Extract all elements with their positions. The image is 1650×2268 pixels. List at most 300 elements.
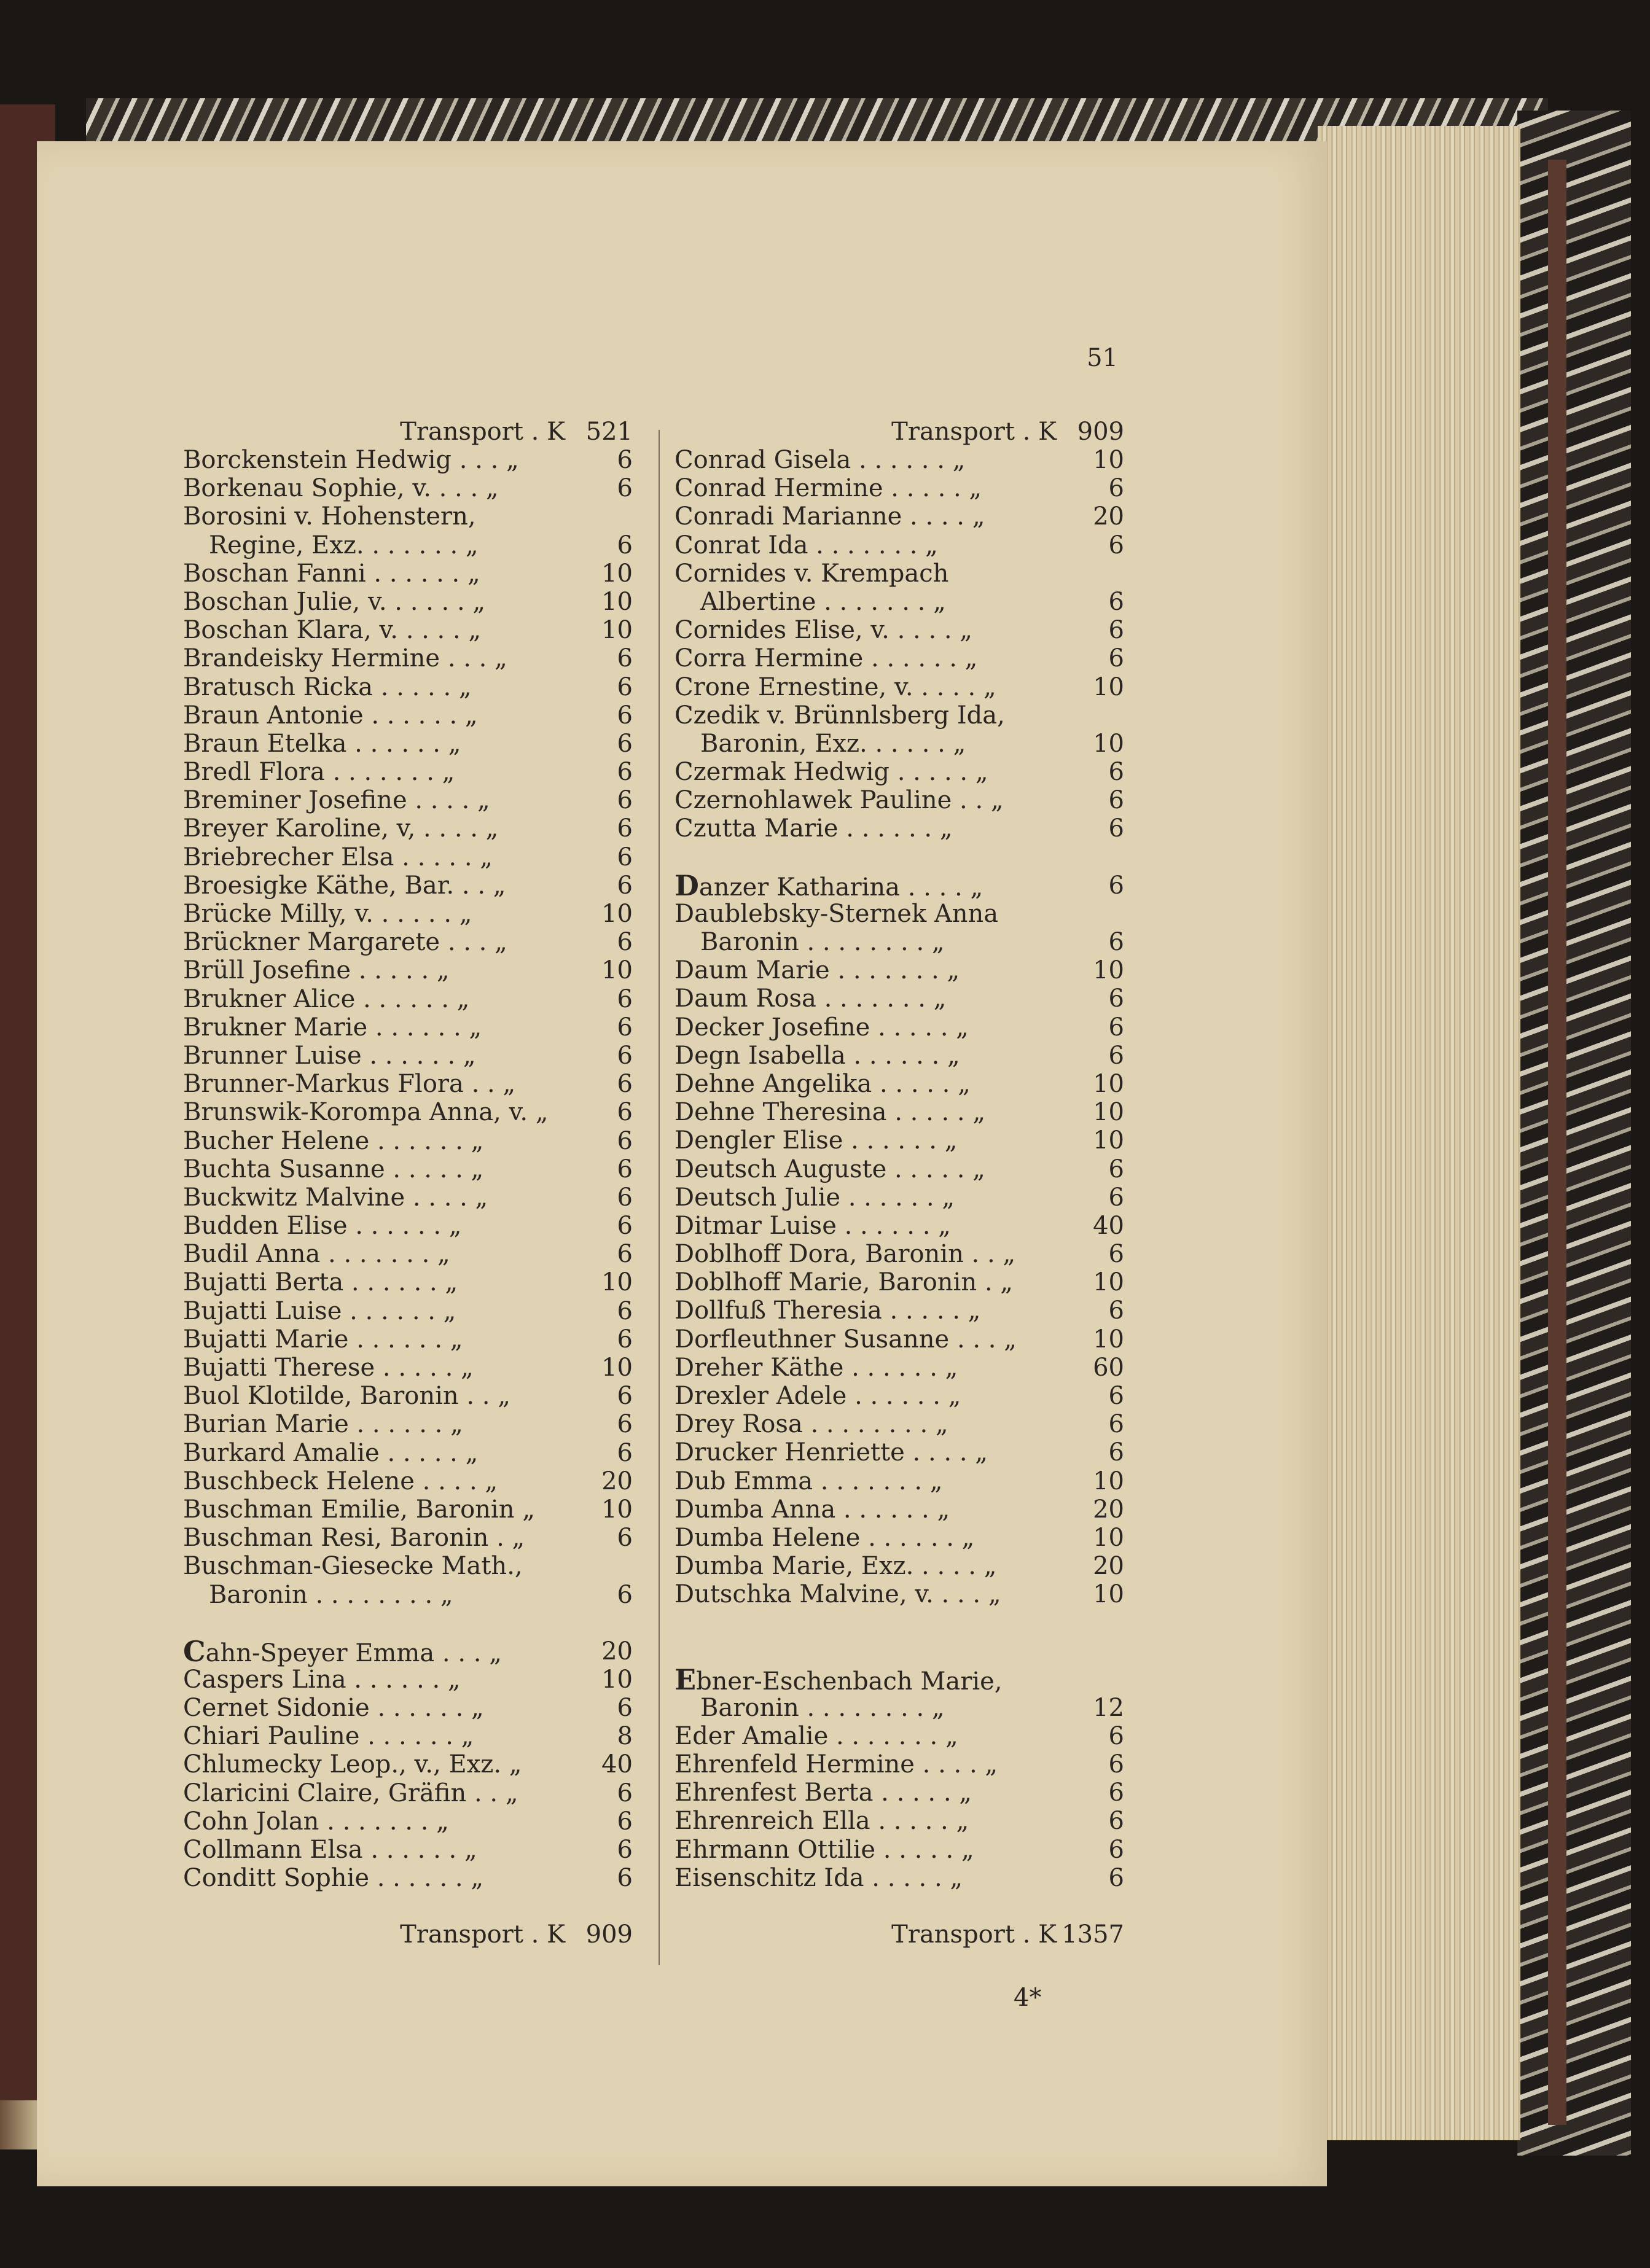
donor-entry bbox=[657, 1410, 1124, 1438]
donor-name-text: Buschman Resi, Baronin . „ bbox=[183, 1524, 525, 1553]
donor-name bbox=[183, 956, 450, 984]
donor-name bbox=[700, 588, 946, 616]
donor-name bbox=[674, 1864, 963, 1892]
donor-name bbox=[183, 1042, 476, 1070]
donation-amount: 6 bbox=[617, 1325, 633, 1354]
donation-amount: 10 bbox=[1093, 729, 1124, 758]
donor-entry bbox=[166, 758, 633, 786]
donor-entry bbox=[166, 871, 633, 900]
donation-amount: 6 bbox=[617, 843, 633, 871]
donation-amount: 6 bbox=[1108, 786, 1124, 815]
donor-name bbox=[674, 1354, 958, 1382]
donation-amount: 10 bbox=[1093, 1580, 1124, 1609]
donor-entry bbox=[166, 1155, 633, 1183]
donation-amount: 6 bbox=[617, 644, 633, 673]
donor-name bbox=[674, 1779, 972, 1807]
donation-amount: 8 bbox=[617, 1722, 633, 1751]
donation-amount: 6 bbox=[1108, 1296, 1124, 1325]
donation-amount: 6 bbox=[1108, 1155, 1124, 1183]
donor-name-text: Eder Amalie . . . . . . . „ bbox=[674, 1721, 958, 1750]
page-fore-edge bbox=[1318, 126, 1520, 2140]
donor-entry bbox=[166, 559, 633, 588]
donor-name-text: Dengler Elise . . . . . . „ bbox=[674, 1126, 958, 1155]
donor-entry bbox=[166, 1127, 633, 1155]
donor-entry bbox=[657, 1268, 1124, 1296]
donor-list-right bbox=[657, 446, 1124, 1892]
donor-entry bbox=[657, 786, 1124, 814]
donor-name bbox=[183, 1694, 484, 1722]
donor-name-text: Dehne Angelika . . . . . „ bbox=[674, 1069, 971, 1098]
donor-name bbox=[183, 1183, 488, 1212]
transport-amount: 1357 bbox=[1062, 1920, 1124, 1949]
donation-amount: 6 bbox=[617, 1779, 633, 1807]
donation-amount: 10 bbox=[1093, 1126, 1124, 1155]
donor-name bbox=[674, 1495, 950, 1524]
donor-name bbox=[183, 588, 485, 616]
donor-name-text: Brüll Josefine . . . . . „ bbox=[183, 956, 450, 985]
donor-name-text: Collmann Elsa . . . . . . „ bbox=[183, 1836, 477, 1864]
donor-name bbox=[674, 1240, 1015, 1268]
donor-entry bbox=[166, 1694, 633, 1722]
donor-name bbox=[183, 1836, 477, 1864]
section-initial: E bbox=[674, 1662, 697, 1696]
donor-name bbox=[183, 1013, 482, 1042]
donor-name-text: Cornides v. Krempach bbox=[674, 559, 949, 588]
donor-name-text: Daum Rosa . . . . . . . „ bbox=[674, 984, 947, 1013]
donor-name-text: Daum Marie . . . . . . . „ bbox=[674, 956, 960, 985]
transport-label: Transport . K bbox=[400, 418, 565, 446]
donor-name-text: ahn-Speyer Emma . . . „ bbox=[205, 1639, 502, 1667]
donor-name-text: Dreher Käthe . . . . . . „ bbox=[674, 1353, 958, 1382]
donor-name-text: Boschan Fanni . . . . . . „ bbox=[183, 559, 480, 588]
donor-name-text: Burian Marie . . . . . . „ bbox=[183, 1410, 463, 1439]
donation-amount: 20 bbox=[601, 1637, 633, 1666]
donation-amount: 6 bbox=[1108, 644, 1124, 673]
donor-entry bbox=[166, 1098, 633, 1126]
donation-amount: 6 bbox=[617, 1098, 633, 1127]
donor-name bbox=[183, 1098, 549, 1126]
donor-name bbox=[674, 1438, 988, 1467]
donor-entry bbox=[166, 814, 633, 843]
donor-name bbox=[674, 502, 985, 531]
donor-name bbox=[183, 1524, 525, 1552]
donor-name bbox=[674, 1013, 969, 1042]
section-initial: D bbox=[674, 868, 699, 902]
donor-entry bbox=[657, 984, 1124, 1013]
donation-amount: 40 bbox=[1093, 1211, 1124, 1240]
donor-name-text: Caspers Lina . . . . . . „ bbox=[183, 1665, 461, 1694]
donor-entry bbox=[166, 1666, 633, 1694]
donor-name-text: Braun Antonie . . . . . . „ bbox=[183, 701, 478, 730]
donor-name bbox=[183, 559, 480, 588]
donation-amount: 6 bbox=[1108, 587, 1124, 616]
donor-entry bbox=[657, 1524, 1124, 1552]
donor-entry bbox=[657, 644, 1124, 672]
donor-entry bbox=[166, 843, 633, 871]
transport-amount: 909 bbox=[1077, 418, 1124, 446]
donation-amount: 10 bbox=[601, 900, 633, 928]
donation-amount: 6 bbox=[617, 758, 633, 787]
donation-amount: 6 bbox=[1108, 928, 1124, 956]
donor-name bbox=[183, 446, 519, 474]
donor-entry bbox=[166, 730, 633, 758]
donation-amount: 6 bbox=[1108, 1410, 1124, 1439]
donor-entry bbox=[166, 1325, 633, 1354]
donor-name-text: Conradi Marianne . . . . „ bbox=[674, 502, 985, 531]
donor-name-text: anzer Katharina . . . . „ bbox=[698, 873, 983, 902]
donor-entry bbox=[657, 1438, 1124, 1467]
donation-amount: 6 bbox=[617, 786, 633, 815]
donor-name bbox=[674, 1382, 961, 1410]
donor-entry bbox=[657, 956, 1124, 984]
donor-name bbox=[183, 644, 507, 672]
donor-name bbox=[183, 1779, 518, 1807]
donor-entry bbox=[166, 1836, 633, 1864]
donor-entry bbox=[657, 1552, 1124, 1580]
donor-entry bbox=[166, 1410, 633, 1438]
donation-amount: 6 bbox=[617, 1694, 633, 1723]
donor-name bbox=[183, 786, 490, 814]
donor-name bbox=[674, 1580, 1001, 1608]
transport-label: Transport . K bbox=[891, 1920, 1057, 1949]
donor-entry bbox=[166, 531, 633, 559]
donation-amount: 6 bbox=[1108, 1382, 1124, 1410]
donor-name bbox=[674, 1183, 955, 1212]
page-number: 51 bbox=[1087, 344, 1118, 372]
donor-name-text: Brunner-Markus Flora . . „ bbox=[183, 1070, 516, 1099]
donor-name-text: Daublebsky-Sternek Anna bbox=[674, 899, 999, 928]
donation-amount: 10 bbox=[601, 1495, 633, 1524]
donor-name bbox=[674, 1410, 948, 1438]
donation-amount: 6 bbox=[1108, 616, 1124, 645]
donor-entry bbox=[166, 1524, 633, 1552]
donor-name-text: Brunswik-Korompa Anna, v. „ bbox=[183, 1098, 549, 1127]
donor-entry bbox=[657, 1807, 1124, 1835]
donor-name bbox=[183, 758, 455, 786]
donor-name bbox=[700, 1694, 945, 1722]
donor-name bbox=[674, 814, 953, 843]
donation-amount: 6 bbox=[617, 1296, 633, 1325]
donation-amount: 6 bbox=[1108, 1013, 1124, 1042]
donor-name-text: Buol Klotilde, Baronin . . „ bbox=[183, 1382, 510, 1411]
donor-name bbox=[209, 531, 479, 559]
donor-name-text: Conrad Hermine . . . . . „ bbox=[674, 474, 982, 503]
donor-name bbox=[674, 673, 996, 701]
donor-entry bbox=[657, 559, 1124, 588]
donor-name bbox=[183, 1155, 483, 1183]
transport-label: Transport . K bbox=[400, 1920, 565, 1949]
donation-amount: 6 bbox=[1108, 1240, 1124, 1269]
donor-name bbox=[674, 1662, 1003, 1696]
donation-amount: 6 bbox=[617, 1126, 633, 1155]
donor-entry bbox=[657, 1240, 1124, 1268]
donor-name-text: Buschbeck Helene . . . . „ bbox=[183, 1467, 498, 1495]
donor-entry bbox=[166, 474, 633, 502]
donor-name-text: Dollfuß Theresia . . . . . „ bbox=[674, 1296, 981, 1325]
donor-name bbox=[183, 1382, 510, 1410]
donation-amount: 10 bbox=[601, 616, 633, 645]
transport-bottom-left bbox=[166, 1920, 633, 1949]
donor-name bbox=[183, 1750, 522, 1779]
donor-entry bbox=[166, 1634, 633, 1668]
donor-name bbox=[674, 1552, 996, 1580]
donor-name bbox=[674, 1836, 974, 1864]
donor-entry bbox=[657, 1836, 1124, 1864]
donor-name bbox=[674, 1126, 957, 1155]
donor-entry bbox=[166, 1297, 633, 1325]
donor-entry bbox=[166, 1042, 633, 1070]
donor-name-text: Crone Ernestine, v. . . . . „ bbox=[674, 672, 996, 701]
donation-amount: 20 bbox=[1093, 1552, 1124, 1581]
donor-name-text: Corra Hermine . . . . . . „ bbox=[674, 644, 978, 673]
donation-amount: 10 bbox=[1093, 1098, 1124, 1127]
donor-name bbox=[674, 1325, 1017, 1354]
donor-entry bbox=[657, 1694, 1124, 1722]
donor-name-text: Cernet Sidonie . . . . . . „ bbox=[183, 1694, 484, 1723]
donor-entry bbox=[657, 1354, 1124, 1382]
donor-name-text: Conrad Gisela . . . . . . „ bbox=[674, 446, 966, 474]
donation-amount: 6 bbox=[617, 446, 633, 474]
donation-amount: 6 bbox=[1108, 1779, 1124, 1807]
transport-top-right bbox=[657, 418, 1124, 446]
donation-amount: 6 bbox=[617, 1836, 633, 1864]
donor-entry bbox=[657, 1662, 1124, 1696]
donor-name bbox=[183, 1127, 483, 1155]
donor-name-text: Czermak Hedwig . . . . . „ bbox=[674, 758, 988, 787]
donation-amount: 6 bbox=[617, 474, 633, 503]
donor-entry bbox=[657, 1070, 1124, 1098]
donor-name bbox=[674, 1212, 951, 1240]
transport-label: Transport . K bbox=[891, 418, 1057, 446]
left-column bbox=[166, 418, 633, 1949]
donor-entry bbox=[166, 956, 633, 984]
donor-entry bbox=[657, 588, 1124, 616]
donor-name-text: Conrat Ida . . . . . . . „ bbox=[674, 531, 938, 559]
donor-name-text: Brukner Marie . . . . . . „ bbox=[183, 1013, 482, 1042]
donation-amount: 10 bbox=[1093, 1268, 1124, 1297]
donor-name-text: Borosini v. Hohenstern, bbox=[183, 502, 476, 531]
donor-name-text: Breyer Karoline, v, . . . . „ bbox=[183, 814, 499, 843]
donor-entry bbox=[657, 1750, 1124, 1779]
donation-amount: 10 bbox=[1093, 1467, 1124, 1495]
donor-entry bbox=[166, 1722, 633, 1750]
donation-amount: 6 bbox=[1108, 531, 1124, 559]
donor-name-text: Deutsch Auguste . . . . . „ bbox=[674, 1155, 985, 1183]
donor-name bbox=[674, 1722, 958, 1750]
donor-name bbox=[674, 644, 977, 672]
donor-name-text: Buckwitz Malvine . . . . „ bbox=[183, 1183, 488, 1212]
donation-amount: 6 bbox=[617, 1410, 633, 1439]
donor-entry bbox=[657, 616, 1124, 644]
donor-name bbox=[183, 843, 493, 871]
donor-entry bbox=[166, 1779, 633, 1807]
donor-entry bbox=[657, 1495, 1124, 1524]
donation-amount: 10 bbox=[601, 1354, 633, 1382]
donor-entry bbox=[166, 1212, 633, 1240]
donor-name bbox=[183, 1807, 449, 1836]
donor-name-text: Brückner Margarete . . . „ bbox=[183, 928, 507, 957]
donor-name-text: bner-Eschenbach Marie, bbox=[696, 1667, 1003, 1696]
donor-entry bbox=[166, 673, 633, 701]
donor-name-text: Bredl Flora . . . . . . . „ bbox=[183, 758, 455, 787]
donor-name bbox=[183, 871, 506, 900]
donor-entry bbox=[166, 1581, 633, 1609]
donor-name-text: Brunner Luise . . . . . . „ bbox=[183, 1041, 476, 1070]
donor-name-text: Drucker Henriette . . . . „ bbox=[674, 1438, 988, 1467]
donor-name bbox=[183, 1439, 478, 1467]
donor-name-text: Doblhoff Dora, Baronin . . „ bbox=[674, 1240, 1016, 1269]
donor-name bbox=[674, 1042, 960, 1070]
donor-name-text: Bucher Helene . . . . . . „ bbox=[183, 1126, 484, 1155]
donation-amount: 6 bbox=[617, 1807, 633, 1836]
transport-amount: 521 bbox=[585, 418, 633, 446]
donor-entry bbox=[166, 616, 633, 644]
section-gap bbox=[657, 843, 1124, 871]
donor-entry bbox=[657, 758, 1124, 786]
donor-name bbox=[674, 531, 938, 559]
donation-amount: 6 bbox=[617, 531, 633, 559]
transport-bottom-right bbox=[657, 1920, 1124, 1949]
transport-top-left bbox=[166, 418, 633, 446]
donor-entry bbox=[166, 1864, 633, 1892]
donor-entry bbox=[657, 1155, 1124, 1183]
donor-name-text: Bujatti Luise . . . . . . „ bbox=[183, 1296, 456, 1325]
donor-entry bbox=[657, 1779, 1124, 1807]
donor-name-text: Budil Anna . . . . . . . „ bbox=[183, 1240, 450, 1269]
donor-entry bbox=[166, 900, 633, 928]
donor-name-text: Burkard Amalie . . . . . „ bbox=[183, 1438, 479, 1467]
donor-name-text: Dumba Marie, Exz. . . . . „ bbox=[674, 1552, 997, 1581]
donor-name-text: Braun Etelka . . . . . . „ bbox=[183, 729, 461, 758]
donor-name-text: Baronin . . . . . . . . „ bbox=[209, 1580, 453, 1609]
donor-name bbox=[183, 673, 472, 701]
donation-amount: 20 bbox=[601, 1467, 633, 1495]
donor-name-text: Drexler Adele . . . . . . „ bbox=[674, 1382, 961, 1410]
donor-entry bbox=[166, 1750, 633, 1779]
donation-amount: 6 bbox=[617, 729, 633, 758]
donor-entry bbox=[657, 814, 1124, 843]
donation-amount: 10 bbox=[601, 956, 633, 985]
donor-name bbox=[183, 1722, 474, 1750]
donation-amount: 6 bbox=[1108, 1721, 1124, 1750]
donor-name-text: Boschan Julie, v. . . . . . „ bbox=[183, 587, 486, 616]
donor-entry bbox=[657, 868, 1124, 902]
donation-amount: 6 bbox=[617, 1240, 633, 1269]
donation-amount: 6 bbox=[617, 871, 633, 900]
donor-name bbox=[674, 956, 960, 984]
donor-name-text: Czernohlawek Pauline . . „ bbox=[674, 786, 1004, 815]
donor-entry bbox=[166, 644, 633, 672]
donor-entry bbox=[657, 1126, 1124, 1155]
donor-name bbox=[183, 900, 472, 928]
donation-amount: 6 bbox=[617, 928, 633, 957]
donor-name-text: Borckenstein Hedwig . . . „ bbox=[183, 446, 519, 474]
donor-name bbox=[183, 1864, 483, 1892]
donor-name-text: Boschan Klara, v. . . . . „ bbox=[183, 616, 482, 645]
donor-entry bbox=[657, 531, 1124, 559]
donor-name bbox=[674, 868, 983, 902]
donor-name-text: Budden Elise . . . . . . „ bbox=[183, 1212, 462, 1241]
donation-amount: 6 bbox=[617, 1155, 633, 1183]
donor-name bbox=[183, 1495, 535, 1524]
signature-mark: 4* bbox=[1014, 1984, 1042, 2012]
donor-name-text: Deutsch Julie . . . . . . „ bbox=[674, 1183, 955, 1212]
donor-entry bbox=[166, 1070, 633, 1098]
donor-name bbox=[183, 1268, 458, 1296]
donation-amount: 6 bbox=[1108, 1183, 1124, 1212]
cover-binding-edge bbox=[1548, 160, 1566, 2125]
donor-name bbox=[674, 1750, 998, 1779]
donation-amount: 40 bbox=[601, 1750, 633, 1779]
donor-name-text: Baronin . . . . . . . . „ bbox=[700, 1693, 945, 1722]
donor-name bbox=[183, 985, 469, 1013]
donor-entry bbox=[166, 1354, 633, 1382]
donation-amount: 10 bbox=[1093, 1523, 1124, 1552]
donation-amount: 60 bbox=[1093, 1353, 1124, 1382]
donor-name-text: Dehne Theresina . . . . . „ bbox=[674, 1098, 986, 1127]
donor-entry bbox=[657, 730, 1124, 758]
donor-name bbox=[183, 1070, 515, 1098]
donation-amount: 6 bbox=[617, 1580, 633, 1609]
donor-name bbox=[183, 701, 478, 730]
donor-entry bbox=[166, 1807, 633, 1836]
section-gap bbox=[166, 1609, 633, 1637]
section-initial: C bbox=[183, 1634, 206, 1668]
donor-name-text: Chiari Pauline . . . . . . „ bbox=[183, 1722, 474, 1751]
donor-name bbox=[674, 758, 988, 786]
donor-name-text: Bujatti Marie . . . . . . „ bbox=[183, 1325, 463, 1354]
donor-name-text: Conditt Sophie . . . . . . „ bbox=[183, 1864, 484, 1893]
donor-entry bbox=[166, 928, 633, 956]
donor-entry bbox=[657, 701, 1124, 730]
donor-entry bbox=[657, 1580, 1124, 1608]
donor-entry bbox=[657, 1467, 1124, 1495]
donor-name bbox=[183, 1240, 450, 1268]
donor-name-text: Ditmar Luise . . . . . . „ bbox=[674, 1211, 951, 1240]
donor-name bbox=[674, 446, 965, 474]
donor-entry bbox=[166, 446, 633, 474]
donation-amount: 6 bbox=[1108, 1863, 1124, 1892]
donor-entry bbox=[657, 474, 1124, 502]
donor-entry bbox=[657, 1722, 1124, 1750]
donor-name bbox=[183, 1297, 456, 1325]
donor-name bbox=[183, 928, 507, 956]
donation-amount: 20 bbox=[1093, 502, 1124, 531]
donor-name bbox=[183, 1634, 502, 1668]
donor-name bbox=[674, 1155, 985, 1183]
donor-name-text: Baronin . . . . . . . . „ bbox=[700, 928, 945, 956]
donor-entry bbox=[166, 1467, 633, 1495]
section-gap bbox=[657, 1637, 1124, 1666]
donation-amount: 10 bbox=[1093, 956, 1124, 985]
donor-name bbox=[183, 474, 499, 502]
donor-name-text: Breminer Josefine . . . . „ bbox=[183, 786, 490, 815]
donation-amount: 6 bbox=[1108, 1041, 1124, 1070]
donor-entry bbox=[657, 446, 1124, 474]
donor-name bbox=[674, 1296, 980, 1325]
donor-name-text: Bratusch Ricka . . . . . „ bbox=[183, 672, 472, 701]
marbled-cover-right bbox=[1517, 111, 1631, 2156]
donation-amount: 6 bbox=[1108, 758, 1124, 787]
donation-amount: 6 bbox=[1108, 984, 1124, 1013]
donor-name bbox=[674, 1467, 943, 1495]
donor-name-text: Briebrecher Elsa . . . . . „ bbox=[183, 843, 493, 871]
donor-name-text: Ehrenfeld Hermine . . . . „ bbox=[674, 1750, 998, 1779]
donor-name bbox=[183, 1354, 474, 1382]
donor-entry bbox=[657, 900, 1124, 928]
donor-name bbox=[183, 814, 498, 843]
donor-name bbox=[674, 559, 948, 588]
